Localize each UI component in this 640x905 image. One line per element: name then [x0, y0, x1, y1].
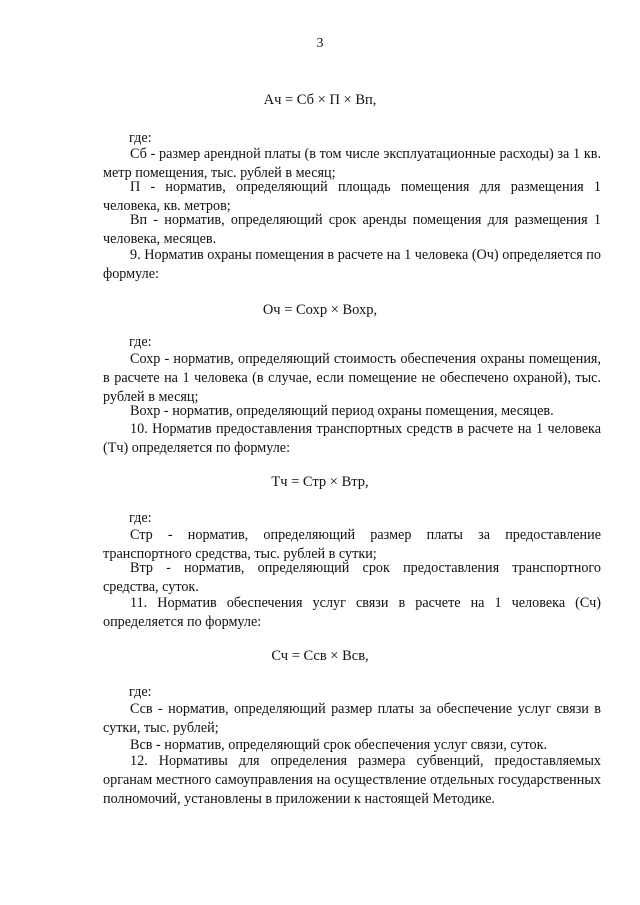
- item-11-paragraph: 11. Норматив обеспечения услуг связи в расчете на 1 человека (Сч) определяется по формуле:: [103, 595, 601, 630]
- formula-tch: Тч = Стр × Втр,: [271, 474, 369, 490]
- formula-sch: Сч = Ссв × Всв,: [271, 648, 369, 664]
- where-label: где:: [129, 130, 152, 146]
- definition-sohr: Сохр - норматив, определяющий стоимость обеспечения охраны помещения, в расчете на 1 человека (в случае, если помещение не обеспечено охраной), тыс. рублей в месяц;: [103, 351, 601, 405]
- definition-vp: Вп - норматив, определяющий срок аренды помещения для размещения 1 человека, месяцев.: [103, 212, 601, 247]
- item-9-paragraph: 9. Норматив охраны помещения в расчете на 1 человека (Оч) определяется по формуле:: [103, 247, 601, 282]
- item-12-paragraph: 12. Нормативы для определения размера субвенций, предоставляемых органам местного самоуправления на осуществление отдельных государственных полномочий, установлены в приложении к настоящей Методике.: [103, 753, 601, 807]
- where-label: где:: [129, 334, 152, 350]
- definition-ssv: Ссв - норматив, определяющий размер платы за обеспечение услуг связи в сутки, тыс. рублей;: [103, 701, 601, 736]
- definition-p: П - норматив, определяющий площадь помещения для размещения 1 человека, кв. метров;: [103, 179, 601, 214]
- definition-str: Стр - норматив, определяющий размер платы за предоставление транспортного средства, тыс. рублей в сутки;: [103, 527, 601, 562]
- definition-sb: Сб - размер арендной платы (в том числе эксплуатационные расходы) за 1 кв. метр помещения, тыс. рублей в месяц;: [103, 146, 601, 181]
- formula-och: Оч = Сохр × Вохр,: [262, 302, 378, 318]
- definition-vtr: Втр - норматив, определяющий срок предоставления транспортного средства, суток.: [103, 560, 601, 595]
- page-number: 3: [316, 36, 324, 51]
- where-label: где:: [129, 684, 152, 700]
- where-label: где:: [129, 510, 152, 526]
- formula-ach: Ач = Сб × П × Вп,: [263, 92, 377, 108]
- definition-vohr: Вохр - норматив, определяющий период охраны помещения, месяцев.: [130, 403, 554, 419]
- definition-vsv: Всв - норматив, определяющий срок обеспечения услуг связи, суток.: [130, 737, 548, 753]
- item-10-paragraph: 10. Норматив предоставления транспортных средств в расчете на 1 человека (Тч) определяется по формуле:: [103, 421, 601, 456]
